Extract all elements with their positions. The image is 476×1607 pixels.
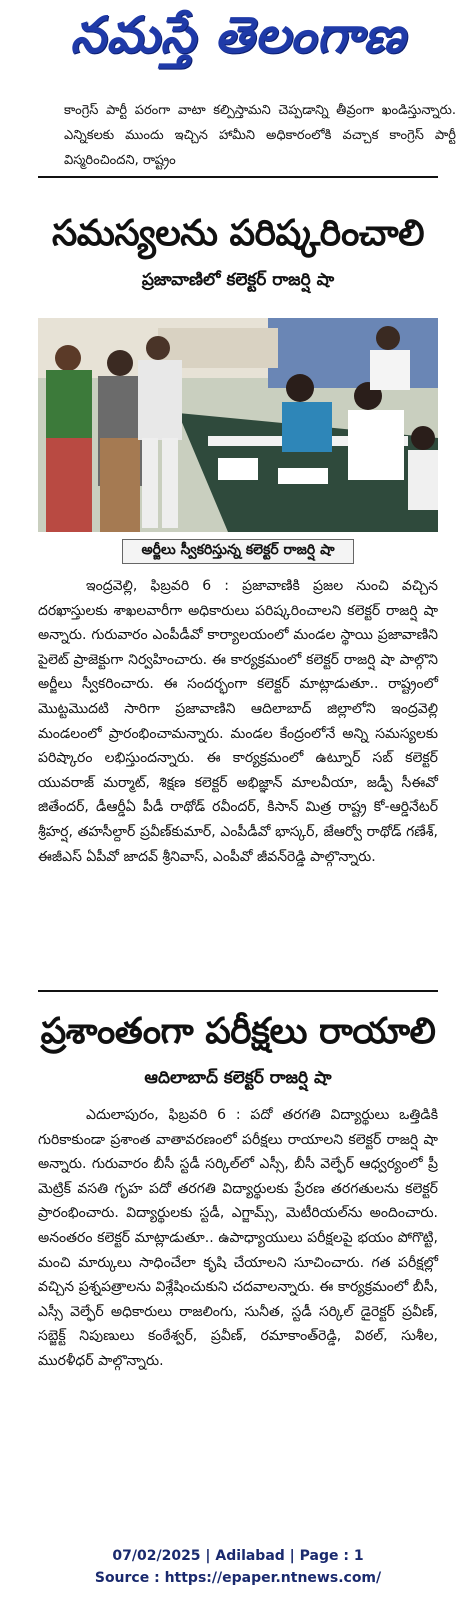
article1-photo [38, 318, 438, 532]
article2-body [38, 1103, 438, 1374]
lead-paragraph [64, 98, 456, 173]
photo-caption-text: అర్జీలు స్వీకరిస్తున్న కలెక్టర్ రాజర్షి షా [122, 539, 353, 564]
article1-subheadline: ప్రజావాణిలో కలెక్టర్ రాజర్షి షా [141, 270, 335, 290]
divider [38, 990, 438, 992]
article1-body-text: ఇంద్రవెల్లి, ఫిబ్రవరి 6 : ప్రజావాణికి ప్రజల నుంచి వచ్చిన దరఖాస్తులకు శాఖలవారీగా అధికారులు పరిష్కరించాలని కలెక్టర్ రాజర్షి షా అన్నారు. గురువారం ఎంపీడీవో కార్యాలయంలో మండల స్థాయి ప్రజావాణిని పైలెట్ ప్రాజెక్టుగా నిర్వహించారు. ఈ కార్యక్రమంలో కలెక్టర్ రాజర్షి షా పాల్గొని అర్జీలు స్వీకరించారు. ఈ సందర్భంగా కలెక్టర్ మాట్లాడుతూ.. రాష్ట్రంలో మొట్టమొదటి సారిగా ప్రజావాణిని ఆదిలాబాద్ జిల్లాలోని ఇంద్రవెల్లి మండలంలో ప్రారంభించామన్నారు. మండల కేంద్రంలోనే అన్ని సమస్యలకు పరిష్కారం లభిస్తుందన్నారు. ఈ కార్యక్రమంలో ఉట్నూర్ సబ్ కలెక్టర్ యువరాజ్ మర్మాట్, శిక్షణ కలెక్టర్ అభిజ్ఞాన్ మాలవీయా, జడ్పీ సీఈవో జితేందర్, డీఆర్డీఏ పీడీ రాథోడ్ రవీందర్, కిసాన్ మిత్ర రాష్ట్ర కో-ఆర్డినేటర్ శ్రీహర్ష, తహసీల్దార్ ప్రవీణ్‌కుమార్, ఎంపీడీవో భాస్కర్, జేఆర్వో రాథోడ్ గణేశ్, ఈజీఎస్ ఏపీవో జాదవ్ శ్రీనివాస్, ఎంపీవో జీవన్‌రెడ్డి పాల్గొన్నారు. [38, 578, 438, 865]
photo-illustration [38, 318, 438, 532]
newspaper-logo: నమస్తే తెలంగాణ [70, 5, 406, 64]
article2-headline: ప్రశాంతంగా పరీక్షలు రాయాలి [40, 1011, 436, 1052]
divider [38, 176, 438, 178]
masthead [0, 0, 476, 82]
photo-caption [38, 537, 438, 565]
lead-text: కాంగ్రెస్ పార్టీ పరంగా వాటా కల్పిస్తామని చెప్పడాన్ని తీవ్రంగా ఖండిస్తున్నారు. ఎన్నికలకు ముందు ఇచ్చిన హామీని అధికారంలోకి వచ్చాక కాంగ్రెస్ పార్టీ విస్మరించిందని, రాష్ట్రం [64, 103, 456, 168]
footer-source: Source : https://epaper.ntnews.com/ [94, 1570, 382, 1586]
article2-subheadline: ఆదిలాబాద్ కలెక్టర్ రాజర్షి షా [144, 1068, 332, 1088]
article1-headline: సమస్యలను పరిష్కరించాలి [52, 213, 424, 254]
article2-body-text: ఎదులాపురం, ఫిబ్రవరి 6 : పదో తరగతి విద్యార్థులు ఒత్తిడికి గురికాకుండా ప్రశాంత వాతావరణంలో పరీక్షలు రాయాలని కలెక్టర్ రాజర్షి షా అన్నారు. గురువారం బీసీ స్టడీ సర్కిల్‌లో ఎస్సీ, బీసీ వెల్ఫేర్ ఆధ్వర్యంలో ప్రీ మెట్రిక్ వసతి గృహ పదో తరగతి విద్యార్థులకు ప్రేరణ తరగతులను కలెక్టర్ ప్రారంభించారు. విద్యార్థులకు స్టడీ, ఎగ్జామ్స్, మెటీరియల్‌ను అందించారు. అనంతరం కలెక్టర్ మాట్లాడుతూ.. ఉపాధ్యాయులు పరీక్షలపై భయం పోగొట్టి, మంచి మార్కులు సాధించేలా కృషి చేయాలని సూచించారు. గత పరీక్షల్లో వచ్చిన ప్రశ్నపత్రాలను విశ్లేషించుకుని చదవాలన్నారు. ఈ కార్యక్రమంలో బీసీ, ఎస్సీ వెల్ఫేర్ అధికారులు రాజలింగు, సునీత, స్టడీ సర్కిల్ డైరెక్టర్ ప్రవీణ్, సబ్జెక్ట్ నిపుణులు కంఠేశ్వర్, ప్రవీణ్, రమాకాంత్‌రెడ్డి, విఠల్, సుశీల, మురళీధర్ పాల్గొన్నారు. [38, 1107, 438, 1369]
footer-dateline: 07/02/2025 | Adilabad | Page : 1 [112, 1548, 364, 1564]
article1-body [38, 574, 438, 869]
